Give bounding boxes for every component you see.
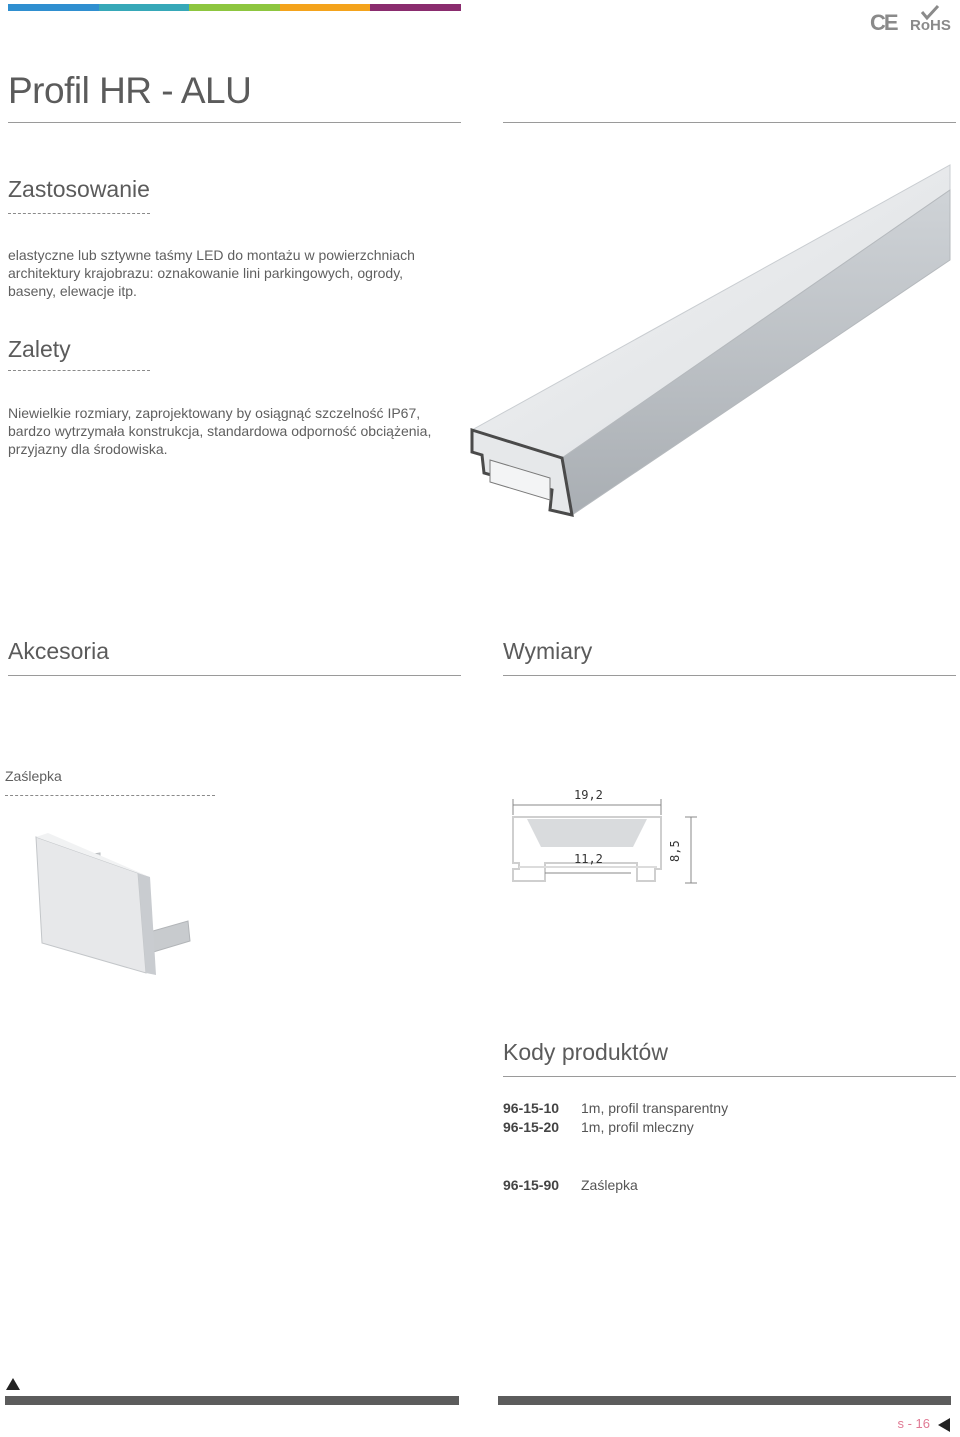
product-desc: 1m, profil mleczny xyxy=(581,1119,694,1135)
page-number: s - 16 xyxy=(897,1416,930,1431)
stripe-purple xyxy=(370,4,461,11)
title-divider xyxy=(8,122,461,123)
stripe-teal xyxy=(99,4,190,11)
stripe-orange xyxy=(280,4,371,11)
width-inner-label: 11,2 xyxy=(574,852,603,866)
dimensions-heading: Wymiary xyxy=(503,638,593,664)
accessory-label: Zaślepka xyxy=(5,768,62,784)
code-row xyxy=(503,1118,728,1137)
application-line: architektury krajobrazu: oznakowanie lini parkingowych, ogrody, xyxy=(8,265,404,281)
dimensions-divider xyxy=(503,675,956,676)
product-code: 96-15-20 xyxy=(503,1119,560,1135)
advantages-line: bardzo wytrzymała konstrukcja, standardowa odporność obciążenia, xyxy=(8,423,432,439)
advantages-line: Niewielkie rozmiary, zaprojektowany by osiągnąć szczelność IP67, xyxy=(8,405,421,421)
accessory-underline xyxy=(5,795,215,796)
product-code: 96-15-90 xyxy=(503,1177,560,1193)
codes-heading: Kody produktów xyxy=(503,1039,668,1065)
code-row xyxy=(503,1176,638,1195)
back-arrow-icon[interactable] xyxy=(938,1418,950,1432)
stripe-blue xyxy=(8,4,99,11)
product-code: 96-15-10 xyxy=(503,1100,560,1116)
code-row xyxy=(503,1099,728,1118)
width-outer-label: 19,2 xyxy=(574,788,603,802)
advantages-text xyxy=(8,404,431,458)
color-stripe xyxy=(8,4,461,11)
advantages-underline xyxy=(8,370,150,371)
end-cap-image xyxy=(28,833,198,983)
codes-table xyxy=(503,1099,728,1137)
rohs-text: RoHS xyxy=(910,17,951,34)
application-heading: Zastosowanie xyxy=(8,176,150,202)
footer-bar-left xyxy=(5,1396,459,1405)
profile-product-image xyxy=(462,160,960,525)
ce-mark: CE xyxy=(870,10,897,35)
advantages-heading: Zalety xyxy=(8,336,71,362)
accessories-heading: Akcesoria xyxy=(8,638,109,664)
advantages-line: przyjazny dla środowiska. xyxy=(8,441,168,457)
up-arrow-icon[interactable] xyxy=(6,1378,20,1390)
page-title: Profil HR - ALU xyxy=(8,70,252,111)
height-label: 8,5 xyxy=(668,840,682,862)
accessory-code-table xyxy=(503,1176,638,1195)
application-line: baseny, elewacje itp. xyxy=(8,283,137,299)
codes-divider xyxy=(503,1076,956,1077)
application-line: elastyczne lub sztywne taśmy LED do montażu w powierzchniach xyxy=(8,247,415,263)
application-text xyxy=(8,246,415,300)
footer-bar-right xyxy=(498,1396,951,1405)
product-desc: Zaślepka xyxy=(581,1177,638,1193)
rohs-mark xyxy=(908,4,954,34)
title-divider-right xyxy=(503,122,956,123)
product-desc: 1m, profil transparentny xyxy=(581,1100,729,1116)
accessories-divider xyxy=(8,675,461,676)
application-underline xyxy=(8,213,150,214)
stripe-green xyxy=(189,4,280,11)
